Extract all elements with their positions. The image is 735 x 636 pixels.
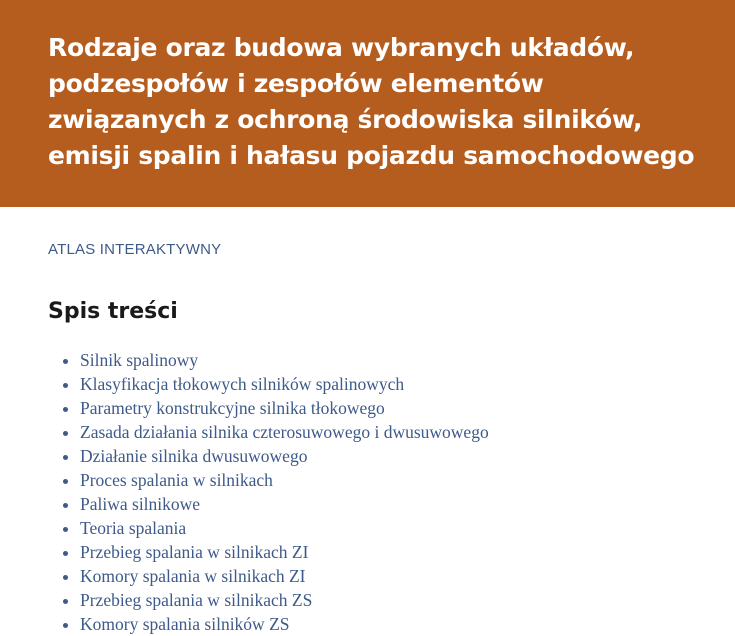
toc-link-dwusuwowy[interactable]: Działanie silnika dwusuwowego — [80, 446, 308, 466]
toc-item — [80, 516, 735, 540]
toc-link-parametry[interactable]: Parametry konstrukcyjne silnika tłokowego — [80, 398, 385, 418]
toc-link-silnik-spalinowy[interactable]: Silnik spalinowy — [80, 350, 199, 370]
toc-item — [80, 372, 735, 396]
toc-item — [80, 564, 735, 588]
toc-item — [80, 612, 735, 636]
main-content — [0, 241, 735, 636]
toc-link-proces-spalania[interactable]: Proces spalania w silnikach — [80, 470, 273, 490]
toc-list — [48, 348, 735, 636]
toc-item — [80, 492, 735, 516]
toc-link-przebieg-zs[interactable]: Przebieg spalania w silnikach ZS — [80, 590, 313, 610]
toc-item — [80, 420, 735, 444]
toc-link-komory-zs[interactable]: Komory spalania silników ZS — [80, 614, 290, 634]
page-title: Rodzaje oraz budowa wybranych układów, podzespołów i zespołów elementów związanych z ochroną środowiska silników, emisji spalin i hałasu pojazdu samochodowego — [48, 33, 695, 170]
toc-link-paliwa[interactable]: Paliwa silnikowe — [80, 494, 201, 514]
toc-link-komory-zi[interactable]: Komory spalania w silnikach ZI — [80, 566, 306, 586]
toc-item — [80, 468, 735, 492]
toc-item — [80, 396, 735, 420]
toc-title: Spis treści — [48, 299, 178, 324]
toc-item — [80, 540, 735, 564]
toc-link-teoria-spalania[interactable]: Teoria spalania — [80, 518, 187, 538]
toc-link-klasyfikacja[interactable]: Klasyfikacja tłokowych silników spalinowych — [80, 374, 405, 394]
toc-link-zasada-dzialania[interactable]: Zasada działania silnika czterosuwowego i dwusuwowego — [80, 422, 489, 442]
toc-link-przebieg-zi[interactable]: Przebieg spalania w silnikach ZI — [80, 542, 309, 562]
toc-item — [80, 588, 735, 612]
atlas-label: ATLAS INTERAKTYWNY — [48, 241, 222, 258]
toc-item — [80, 348, 735, 372]
toc-item — [80, 444, 735, 468]
page-header — [0, 0, 735, 207]
